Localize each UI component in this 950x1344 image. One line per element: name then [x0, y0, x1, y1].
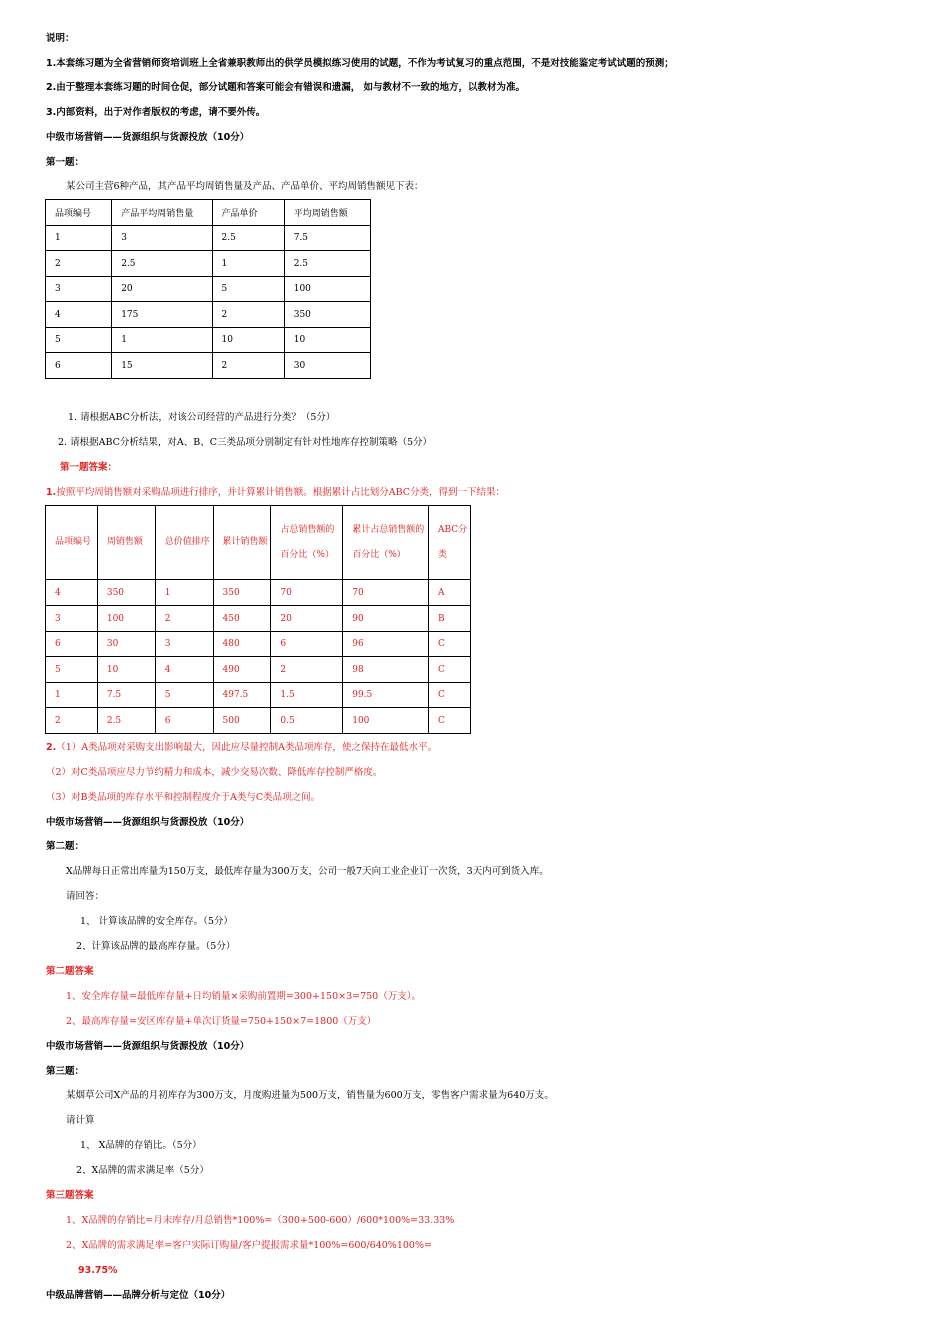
- table-cell: 96: [343, 632, 429, 657]
- sub-question: 2、X品牌的需求满足率（5分）: [76, 1165, 209, 1176]
- table-cell: 2.5: [97, 708, 155, 734]
- table-row: [46, 606, 471, 632]
- answer-title: 第二题答案: [46, 966, 94, 977]
- table-cell: 20: [271, 606, 343, 632]
- table-cell: 5: [46, 657, 98, 683]
- sub-question: 2. 请根据ABC分析结果，对A、B、C三类品项分别制定有针对性地库存控制策略（5分）: [58, 437, 433, 448]
- table-header-cell: 品项编号: [46, 200, 112, 226]
- abc-result-table: [45, 505, 471, 734]
- table-header-cell: 平均周销售额: [284, 200, 370, 226]
- answer-text: [46, 487, 505, 499]
- table-cell: 2: [155, 606, 213, 632]
- table-header-cell: 品项编号: [46, 506, 98, 580]
- table-cell: 4: [155, 657, 213, 683]
- table-cell: 500: [213, 708, 271, 734]
- table-cell: 90: [343, 606, 429, 632]
- table-row: [46, 328, 371, 353]
- sub-question: 2、计算该品牌的最高库存量。（5分）: [76, 941, 236, 952]
- table-cell: 5: [212, 277, 284, 302]
- answer-text: [46, 742, 437, 754]
- sub-question: 1、 计算该品牌的安全库存。（5分）: [80, 916, 233, 927]
- table-cell: 490: [213, 657, 271, 683]
- table-cell: 2.5: [284, 251, 370, 277]
- table-cell: 100: [97, 606, 155, 632]
- answer-text: 1、安全库存量=最低库存量+日均销量×采购前置期=300+150×3=750（万支）。: [66, 991, 421, 1002]
- table-cell: 99.5: [343, 683, 429, 708]
- answer-text: （3）对B类品项的库存水平和控制程度介于A类与C类品项之间。: [46, 792, 321, 803]
- table-cell: 450: [213, 606, 271, 632]
- table-header-row: [46, 506, 471, 580]
- answer-title: 第一题答案：: [60, 462, 118, 473]
- table-cell: 70: [343, 580, 429, 606]
- table-cell: 2.5: [212, 226, 284, 251]
- table-cell: 1: [46, 683, 98, 708]
- table-cell: 2: [271, 657, 343, 683]
- table-cell: 4: [46, 302, 112, 328]
- table-cell: 480: [213, 632, 271, 657]
- table-header-row: [46, 200, 371, 226]
- table-row: [46, 277, 371, 302]
- table-cell: 3: [46, 606, 98, 632]
- answer-body: 按照平均周销售额对采购品项进行排序，并计算累计销售额。根据累计占比划分ABC分类，得到一下结果：: [56, 487, 506, 498]
- product-table: [45, 199, 371, 379]
- table-cell: 350: [213, 580, 271, 606]
- table-cell: 1: [212, 251, 284, 277]
- note-item: 2.由于整理本套练习题的时间仓促，部分试题和答案可能会有错误和遗漏， 如与教材不一致的地方，以教材为准。: [46, 82, 526, 93]
- table-cell: 6: [46, 353, 112, 379]
- answer-text: （2）对C类品项应尽力节约精力和成本，减少交易次数、降低库存控制严格度。: [46, 767, 383, 778]
- table-header-cell: 占总销售额的百分比（%）: [271, 506, 343, 580]
- question-title: 第一题：: [46, 157, 85, 168]
- section-heading: 中级市场营销——货源组织与货源投放（10分）: [46, 817, 250, 828]
- question-title: 第三题：: [46, 1066, 85, 1077]
- question-intro: 某公司主营6种产品，其产品平均周销售量及产品、产品单价、平均周销售额见下表：: [66, 181, 424, 192]
- table-cell: 30: [284, 353, 370, 379]
- table-cell: 1: [112, 328, 212, 353]
- section-heading: 中级市场营销——货源组织与货源投放（10分）: [46, 1041, 250, 1052]
- table-cell: 6: [155, 708, 213, 734]
- note-item: 3.内部资料，出于对作者版权的考虑，请不要外传。: [46, 107, 266, 118]
- answer-body: （1）A类品项对采购支出影响最大，因此应尽量控制A类品项库存，使之保持在最低水平。: [56, 742, 438, 753]
- note-item: 1.本套练习题为全省营销师资培训班上全省兼职教师出的供学员模拟练习使用的试题，不作为考试复习的重点范围，不是对技能鉴定考试试题的预测；: [46, 58, 674, 69]
- answer-title: 第三题答案: [46, 1190, 94, 1201]
- table-row: [46, 302, 371, 328]
- table-cell: 2.5: [112, 251, 212, 277]
- table-cell: 10: [97, 657, 155, 683]
- table-cell: 5: [46, 328, 112, 353]
- table-cell: 1.5: [271, 683, 343, 708]
- table-row: [46, 226, 371, 251]
- table-cell: 1: [46, 226, 112, 251]
- table-cell: 3: [112, 226, 212, 251]
- table-cell: 7.5: [97, 683, 155, 708]
- table-cell: 100: [284, 277, 370, 302]
- table-cell: 10: [212, 328, 284, 353]
- sub-question: 1、 X品牌的存销比。（5分）: [80, 1140, 202, 1151]
- answer-text: 2、X品牌的需求满足率=客户实际订购量/客户提报需求量*100%=600/640%100%=: [66, 1240, 432, 1251]
- answer-number: 2.: [46, 742, 57, 753]
- table-cell: C: [429, 632, 471, 657]
- question-ask: 请计算: [66, 1115, 95, 1126]
- table-cell: 350: [97, 580, 155, 606]
- table-cell: 20: [112, 277, 212, 302]
- table-cell: 1: [155, 580, 213, 606]
- table-cell: 3: [46, 277, 112, 302]
- answer-text: 1、X品牌的存销比=月末库存/月总销售*100%=（300+500-600）/600*100%=33.33%: [66, 1215, 455, 1226]
- table-cell: 350: [284, 302, 370, 328]
- table-cell: 5: [155, 683, 213, 708]
- table-cell: 0.5: [271, 708, 343, 734]
- question-title: 第二题：: [46, 841, 85, 852]
- table-row: [46, 708, 471, 734]
- table-cell: 70: [271, 580, 343, 606]
- table-cell: 3: [155, 632, 213, 657]
- answer-text: 2、最高库存量=安区库存量+单次订货量=750+150×7=1800（万支）: [66, 1016, 377, 1027]
- table-cell: 2: [46, 708, 98, 734]
- table-header-cell: ABC分类: [429, 506, 471, 580]
- table-header-cell: 累计销售额: [213, 506, 271, 580]
- table-row: [46, 580, 471, 606]
- table-header-cell: 周销售额: [97, 506, 155, 580]
- table-cell: 30: [97, 632, 155, 657]
- table-cell: 2: [212, 353, 284, 379]
- table-cell: 6: [271, 632, 343, 657]
- sub-question: 1. 请根据ABC分析法，对该公司经营的产品进行分类？（5分）: [68, 412, 336, 423]
- table-cell: 4: [46, 580, 98, 606]
- table-header-cell: 累计占总销售额的百分比（%）: [343, 506, 429, 580]
- table-cell: 98: [343, 657, 429, 683]
- question-intro: X品牌每日正常出库量为150万支，最低库存量为300万支，公司一般7天向工业企业订一次货，3天内可到货入库。: [66, 866, 549, 877]
- table-row: [46, 353, 371, 379]
- table-cell: B: [429, 606, 471, 632]
- notes-heading: 说明：: [46, 33, 75, 44]
- table-cell: 497.5: [213, 683, 271, 708]
- table-cell: 175: [112, 302, 212, 328]
- question-intro: 某烟草公司X产品的月初库存为300万支，月度购进量为500万支，销售量为600万支，零售客户需求量为640万支。: [66, 1090, 554, 1101]
- table-cell: 10: [284, 328, 370, 353]
- table-header-cell: 产品单价: [212, 200, 284, 226]
- table-row: [46, 251, 371, 277]
- table-cell: C: [429, 683, 471, 708]
- table-cell: 15: [112, 353, 212, 379]
- table-cell: 6: [46, 632, 98, 657]
- section-heading: 中级市场营销——货源组织与货源投放（10分）: [46, 132, 250, 143]
- table-header-cell: 产品平均周销售量: [112, 200, 212, 226]
- table-cell: 2: [212, 302, 284, 328]
- question-ask: 请回答：: [66, 891, 105, 902]
- table-cell: 100: [343, 708, 429, 734]
- table-row: [46, 632, 471, 657]
- table-row: [46, 657, 471, 683]
- table-cell: C: [429, 708, 471, 734]
- answer-number: 1.: [46, 487, 57, 498]
- section-heading: 中级品牌营销——品牌分析与定位（10分）: [46, 1290, 231, 1301]
- table-cell: 7.5: [284, 226, 370, 251]
- answer-result: 93.75%: [78, 1265, 118, 1276]
- table-cell: C: [429, 657, 471, 683]
- table-header-cell: 总价值排序: [155, 506, 213, 580]
- table-cell: A: [429, 580, 471, 606]
- table-row: [46, 683, 471, 708]
- table-cell: 2: [46, 251, 112, 277]
